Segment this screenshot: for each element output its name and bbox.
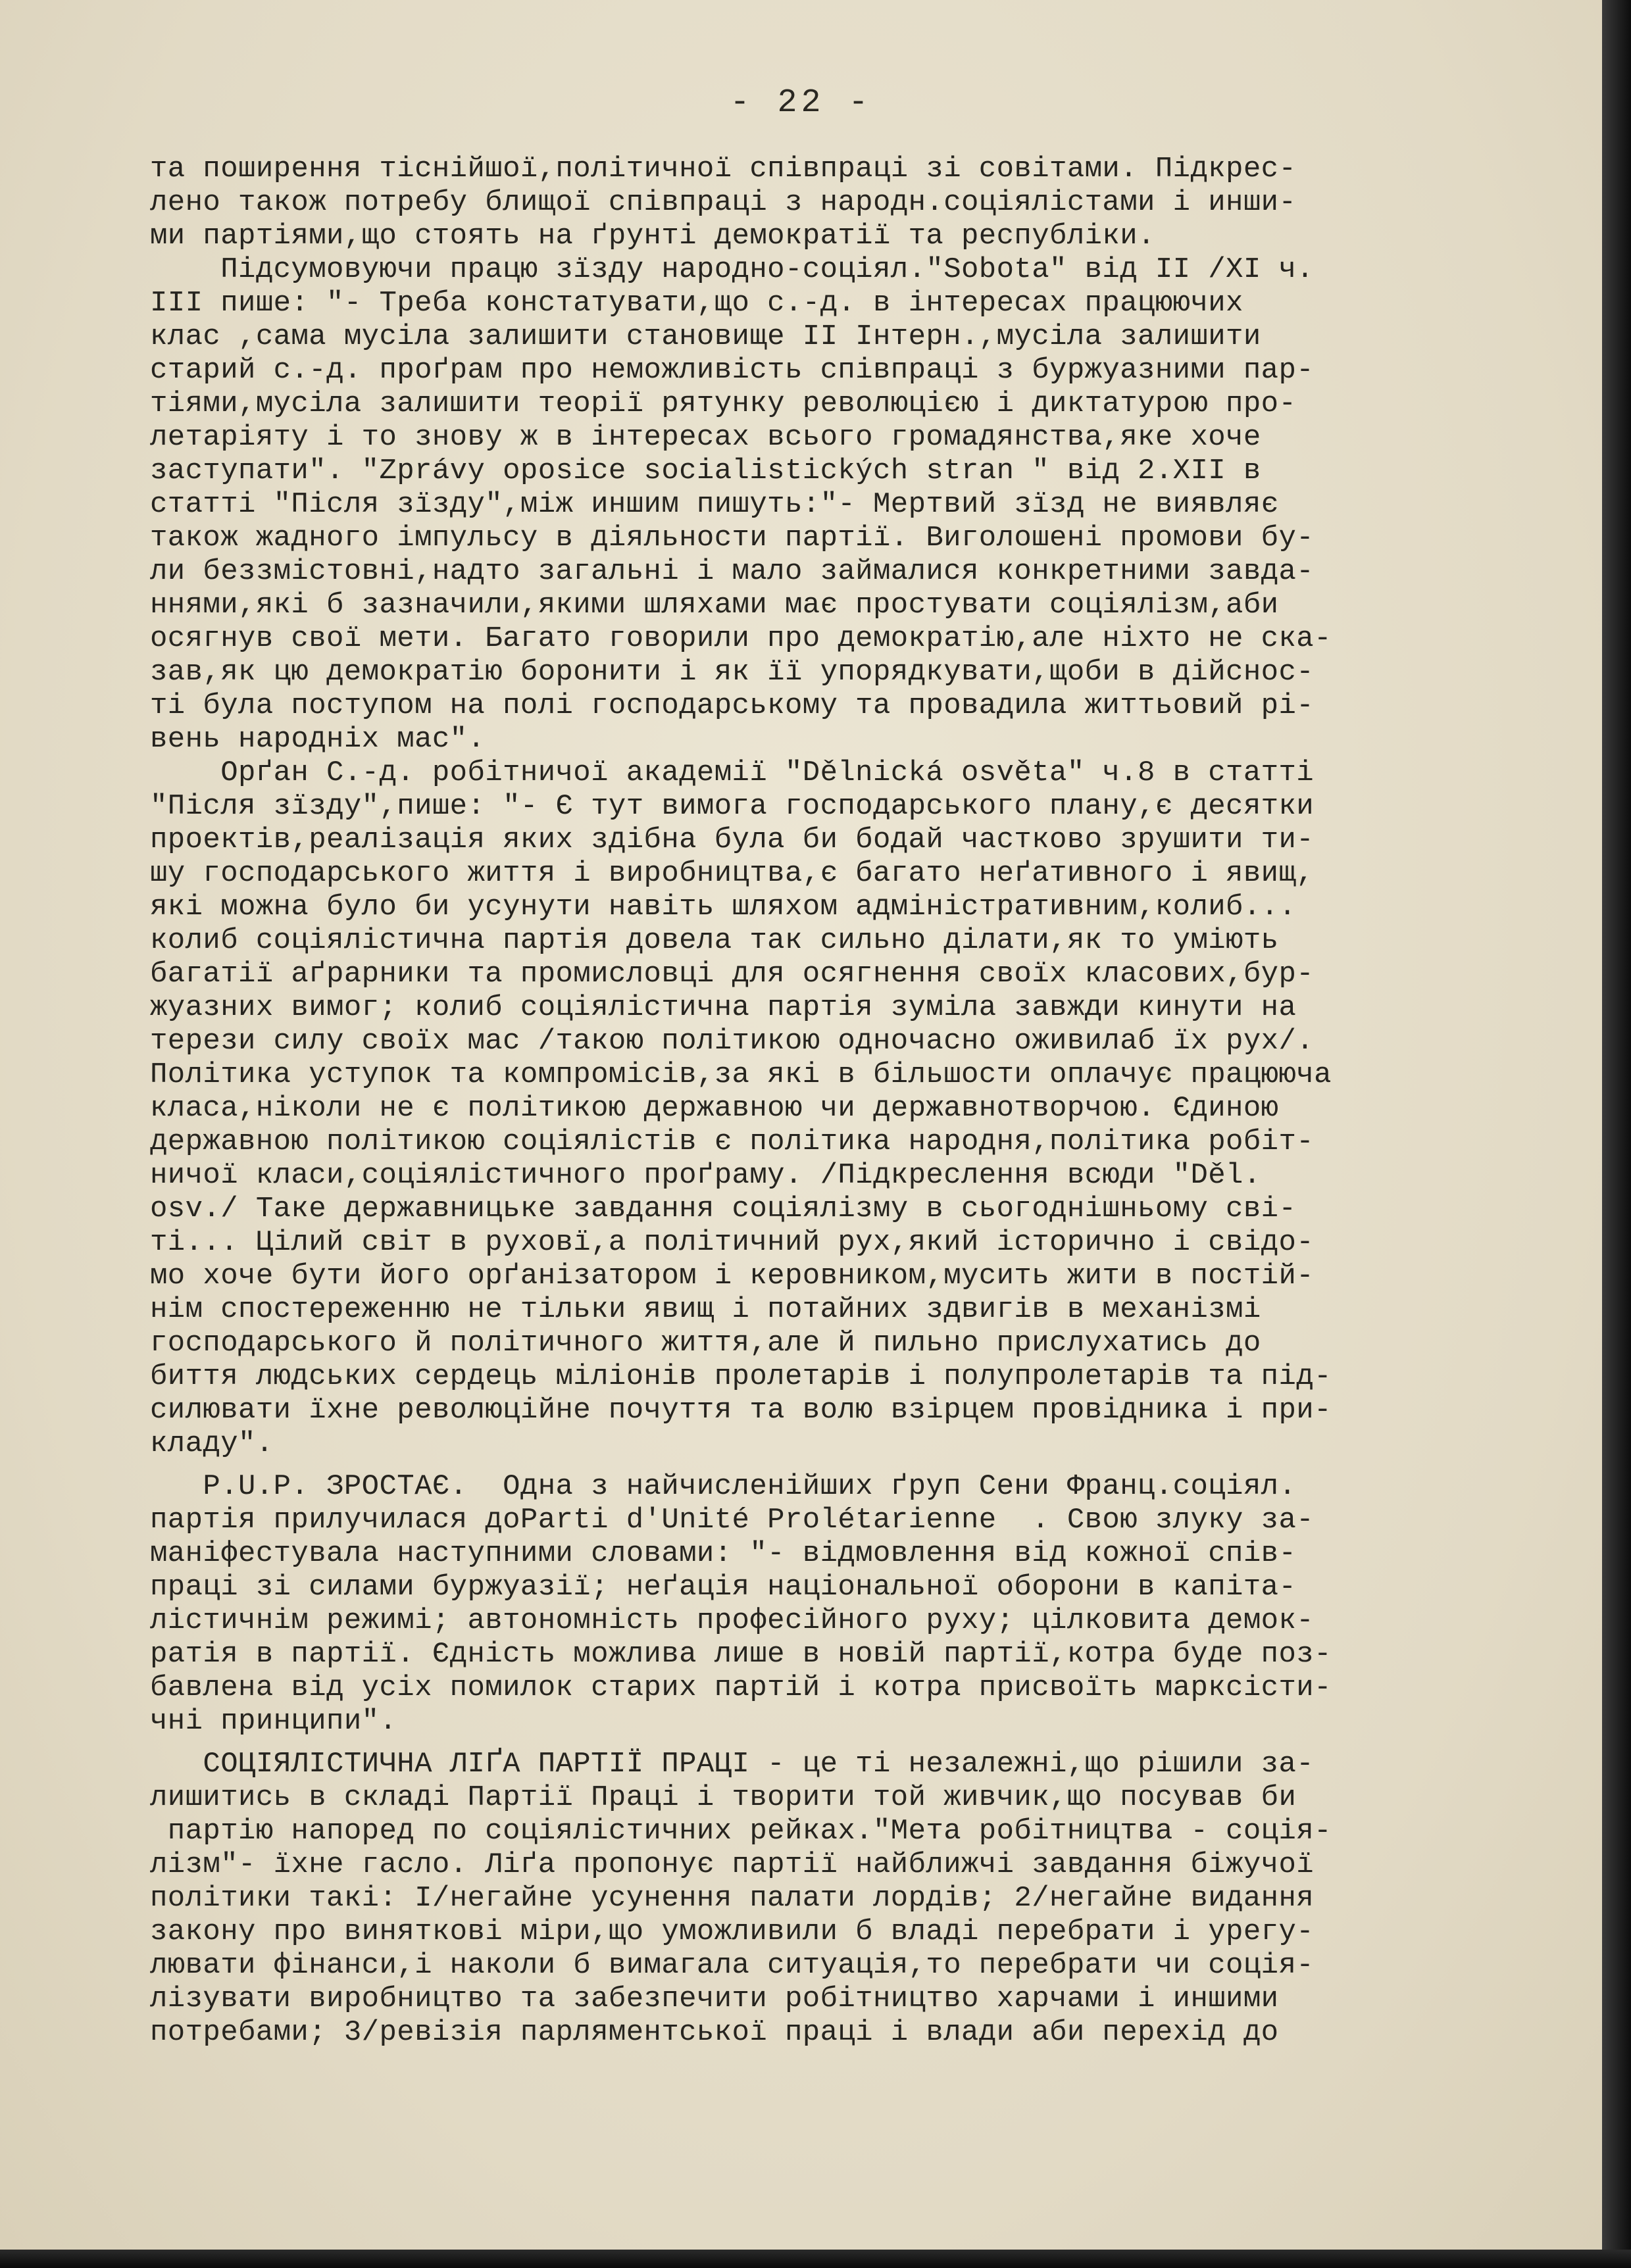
text-line: які можна було би усунути навіть шляхом адміністративним,колиб... bbox=[150, 891, 1297, 924]
text-line: статті "Після зїзду",між иншим пишуть:"- Мертвий зїзд не виявляє bbox=[150, 488, 1279, 521]
text-line: ті була поступом на полі господарському та провадила життьовий рі- bbox=[150, 689, 1315, 722]
text-line: клас ,сама мусіла залишити становище II Інтерн.,мусіла залишити bbox=[150, 320, 1261, 353]
text-line: шу господарського життя і виробництва,є багато неґативного і явищ, bbox=[150, 857, 1315, 890]
text-line: "Після зїзду",пише: "- Є тут вимога господарського плану,є десятки bbox=[150, 790, 1315, 823]
text-line: Підсумовуючи працю зїзду народно-соціял."Sobota" від II /XI ч. bbox=[150, 253, 1315, 286]
text-line: ли беззмістовні,надто загальні і мало займалися конкретними завда- bbox=[150, 555, 1315, 588]
text-line: жуазних вимог; колиб соціялістична партія зуміла завжди кинути на bbox=[150, 991, 1297, 1024]
text-line: заступати". "Zprávy oposice socialistických stran " від 2.XII в bbox=[150, 455, 1261, 487]
text-line: лізувати виробництво та забезпечити робітництво харчами і иншими bbox=[150, 1983, 1279, 2015]
text-line: старий с.-д. проґрам про неможливість співпраці з буржуазними пар- bbox=[150, 354, 1315, 387]
text-line: осягнув свої мети. Багато говорили про демократію,але ніхто не ска- bbox=[150, 622, 1332, 655]
text-line: силювати їхне революційне почуття та волю взірцем провідника і при- bbox=[150, 1394, 1332, 1427]
page-number: - 22 - bbox=[730, 84, 872, 122]
text-line: чні принципи". bbox=[150, 1705, 397, 1738]
text-line: III пише: "- Треба констатувати,що с.-д. в інтересах працюючих bbox=[150, 287, 1243, 320]
text-line: праці зі силами буржуазії; неґація національної оборони в капіта- bbox=[150, 1571, 1297, 1604]
text-line: тіями,мусіла залишити теорії рятунку революцією і диктатурою про- bbox=[150, 387, 1297, 420]
text-line: закону про виняткові міри,що уможливили б владі перебрати і урегу- bbox=[150, 1915, 1315, 1948]
text-line: биття людських сердець міліонів пролетарів і полупролетарів та під- bbox=[150, 1360, 1332, 1393]
text-line: та поширення тіснійшої,політичної співпраці зі совітами. Підкрес- bbox=[150, 153, 1297, 185]
scan-bottom-shadow bbox=[0, 2250, 1631, 2268]
text-line: колиб соціялістична партія довела так сильно ділати,як то уміють bbox=[150, 924, 1279, 957]
text-line: ми партіями,що стоять на ґрунті демократії та республіки. bbox=[150, 220, 1155, 253]
text-line: партія прилучилася доParti d'Unité Prolétarienne . Свою злуку за- bbox=[150, 1504, 1315, 1537]
text-line: проектів,реалізація яких здібна була би бодай частково зрушити ти- bbox=[150, 824, 1315, 856]
text-line: господарського й політичного життя,але й пильно прислухатись до bbox=[150, 1327, 1261, 1360]
text-line: нім спостереженню не тільки явищ і потайних здвигів в механізмі bbox=[150, 1293, 1261, 1326]
text-line: СОЦІЯЛІСТИЧНА ЛІҐА ПАРТІЇ ПРАЦІ - це ті незалежні,що рішили за- bbox=[150, 1748, 1315, 1781]
text-line: лістичнім режимі; автономність професійного руху; цілковита демок- bbox=[150, 1604, 1315, 1637]
text-line: мо хоче бути його орґанізатором і керовником,мусить жити в постій- bbox=[150, 1260, 1315, 1293]
text-line: потребами; 3/ревізія парляментської праці і влади аби перехід до bbox=[150, 2016, 1279, 2049]
text-line: політики такі: I/негайне усунення палати лордів; 2/негайне видання bbox=[150, 1882, 1315, 1915]
text-line: кладу". bbox=[150, 1427, 274, 1460]
text-line: летаріяту і то знову ж в інтересах всього громадянства,яке хоче bbox=[150, 421, 1261, 454]
scan-edge-shadow bbox=[1602, 0, 1631, 2268]
text-line: ннями,які б зазначили,якими шляхами має простувати соціялізм,аби bbox=[150, 589, 1279, 622]
text-line: P.U.P. ЗРОСТАЄ. Одна з найчисленійших ґруп Сени Франц.соціял. bbox=[150, 1470, 1297, 1503]
text-line: також жадного імпульсу в діяльности партії. Виголошені промови бу- bbox=[150, 522, 1315, 555]
text-line: лено також потребу блищої співпраці з народн.соціялістами і инши- bbox=[150, 186, 1297, 219]
text-line: лишитись в складі Партії Праці і творити той живчик,що посував би bbox=[150, 1781, 1297, 1814]
text-line: ратія в партії. Єдність можлива лише в новій партії,котра буде поз- bbox=[150, 1638, 1332, 1671]
text-line: osv./ Таке державницьке завдання соціялізму в сьогоднішньому сві- bbox=[150, 1193, 1297, 1225]
text-line: вень народніх мас". bbox=[150, 723, 486, 756]
text-line: зав,як цю демократію боронити і як її упорядкувати,щоби в дійснос- bbox=[150, 656, 1315, 689]
text-line: лювати фінанси,і наколи б вимагала ситуація,то перебрати чи соція- bbox=[150, 1949, 1315, 1982]
body-text bbox=[150, 153, 1499, 2050]
text-line: Політика уступок та компромісів,за які в більшости оплачує працююча bbox=[150, 1058, 1332, 1091]
text-line: державною політикою соціялістів є політика народня,політика робіт- bbox=[150, 1125, 1315, 1158]
text-line: терези силу своїх мас /такою політикою одночасно оживилаб їх рух/. bbox=[150, 1025, 1315, 1058]
text-line: багатії аґрарники та промисловці для осягнення своїх класових,бур- bbox=[150, 958, 1315, 991]
text-line: партію напоред по соціялістичних рейках."Мета робітництва - соція- bbox=[150, 1815, 1332, 1848]
text-line: ті... Цілий світ в руховї,а політичний рух,який історично і свідо- bbox=[150, 1226, 1315, 1259]
text-line: бавлена від усіх помилок старих партій і котра присвоїть марксісти- bbox=[150, 1671, 1332, 1704]
text-line: класа,ніколи не є політикою державною чи державнотворчою. Єдиною bbox=[150, 1092, 1279, 1125]
text-line: лізм"- їхне гасло. Ліґа пропонує партії найближчі завдання біжучої bbox=[150, 1848, 1315, 1881]
text-line: Орґан С.-д. робітничої академії "Dělnická osvěta" ч.8 в статті bbox=[150, 756, 1315, 789]
text-line: маніфестувала наступними словами: "- відмовлення від кожної спів- bbox=[150, 1537, 1297, 1570]
text-line: ничої класи,соціялістичного проґраму. /Підкреслення всюди "Děl. bbox=[150, 1159, 1261, 1192]
